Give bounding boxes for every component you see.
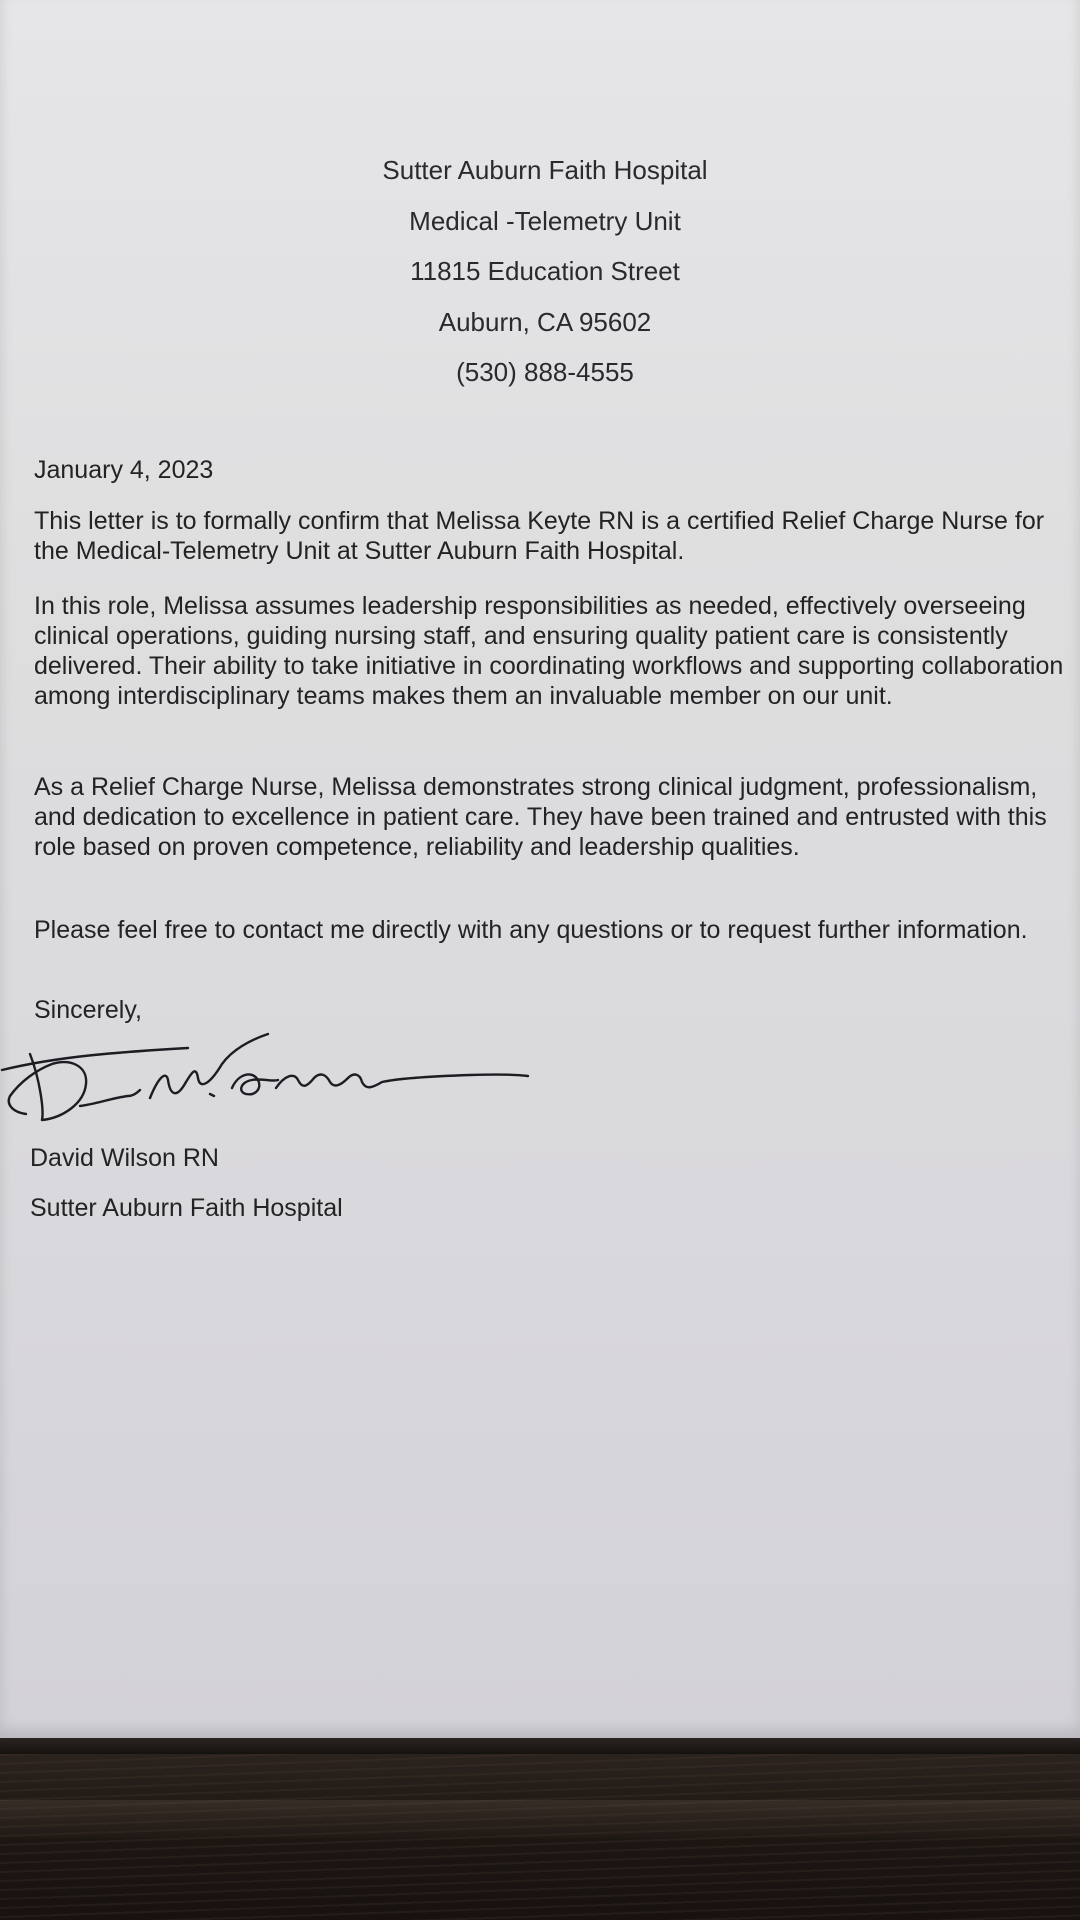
- paragraph-qualities: As a Relief Charge Nurse, Melissa demonstrates strong clinical judgment, professionalism, and dedication to excellence in patient care. They have been trained and entrusted with this role based on proven competence, reliability and leadership qualities.: [34, 773, 1047, 861]
- letterhead: [300, 150, 790, 403]
- handwritten-signature: [0, 1020, 540, 1130]
- closing: Sincerely,: [34, 996, 142, 1024]
- paper-edge-shadow: [0, 1738, 1080, 1754]
- signer-name: David Wilson RN: [30, 1144, 219, 1172]
- signer-organization: Sutter Auburn Faith Hospital: [30, 1194, 343, 1222]
- letterhead-city: Auburn, CA 95602: [438, 306, 652, 337]
- letter-date: January 4, 2023: [34, 456, 214, 484]
- paragraph-contact: Please feel free to contact me directly with any questions or to request further information.: [34, 916, 1028, 944]
- desk-wood-grain: [0, 1800, 1080, 1838]
- paragraph-confirmation: This letter is to formally confirm that Melissa Keyte RN is a certified Relief Charge Nurse for the Medical-Telemetry Unit at Sutter Auburn Faith Hospital.: [34, 507, 1045, 565]
- letterhead-org: Sutter Auburn Faith Hospital: [382, 155, 708, 185]
- letterhead-phone: (530) 888-4555: [456, 357, 634, 387]
- letterhead-street: 11815 Education Street: [410, 256, 680, 286]
- letterhead-unit: Medical -Telemetry Unit: [409, 205, 681, 236]
- paragraph-role: In this role, Melissa assumes leadership responsibilities as needed, effectively overseeing clinical operations, guiding nursing staff, and ensuring quality patient care is consistently delivered. Their ability to take initiative in coordinating workflows and supporting collaboration among interdisciplinary teams makes them an invaluable member on our unit.: [34, 592, 1064, 710]
